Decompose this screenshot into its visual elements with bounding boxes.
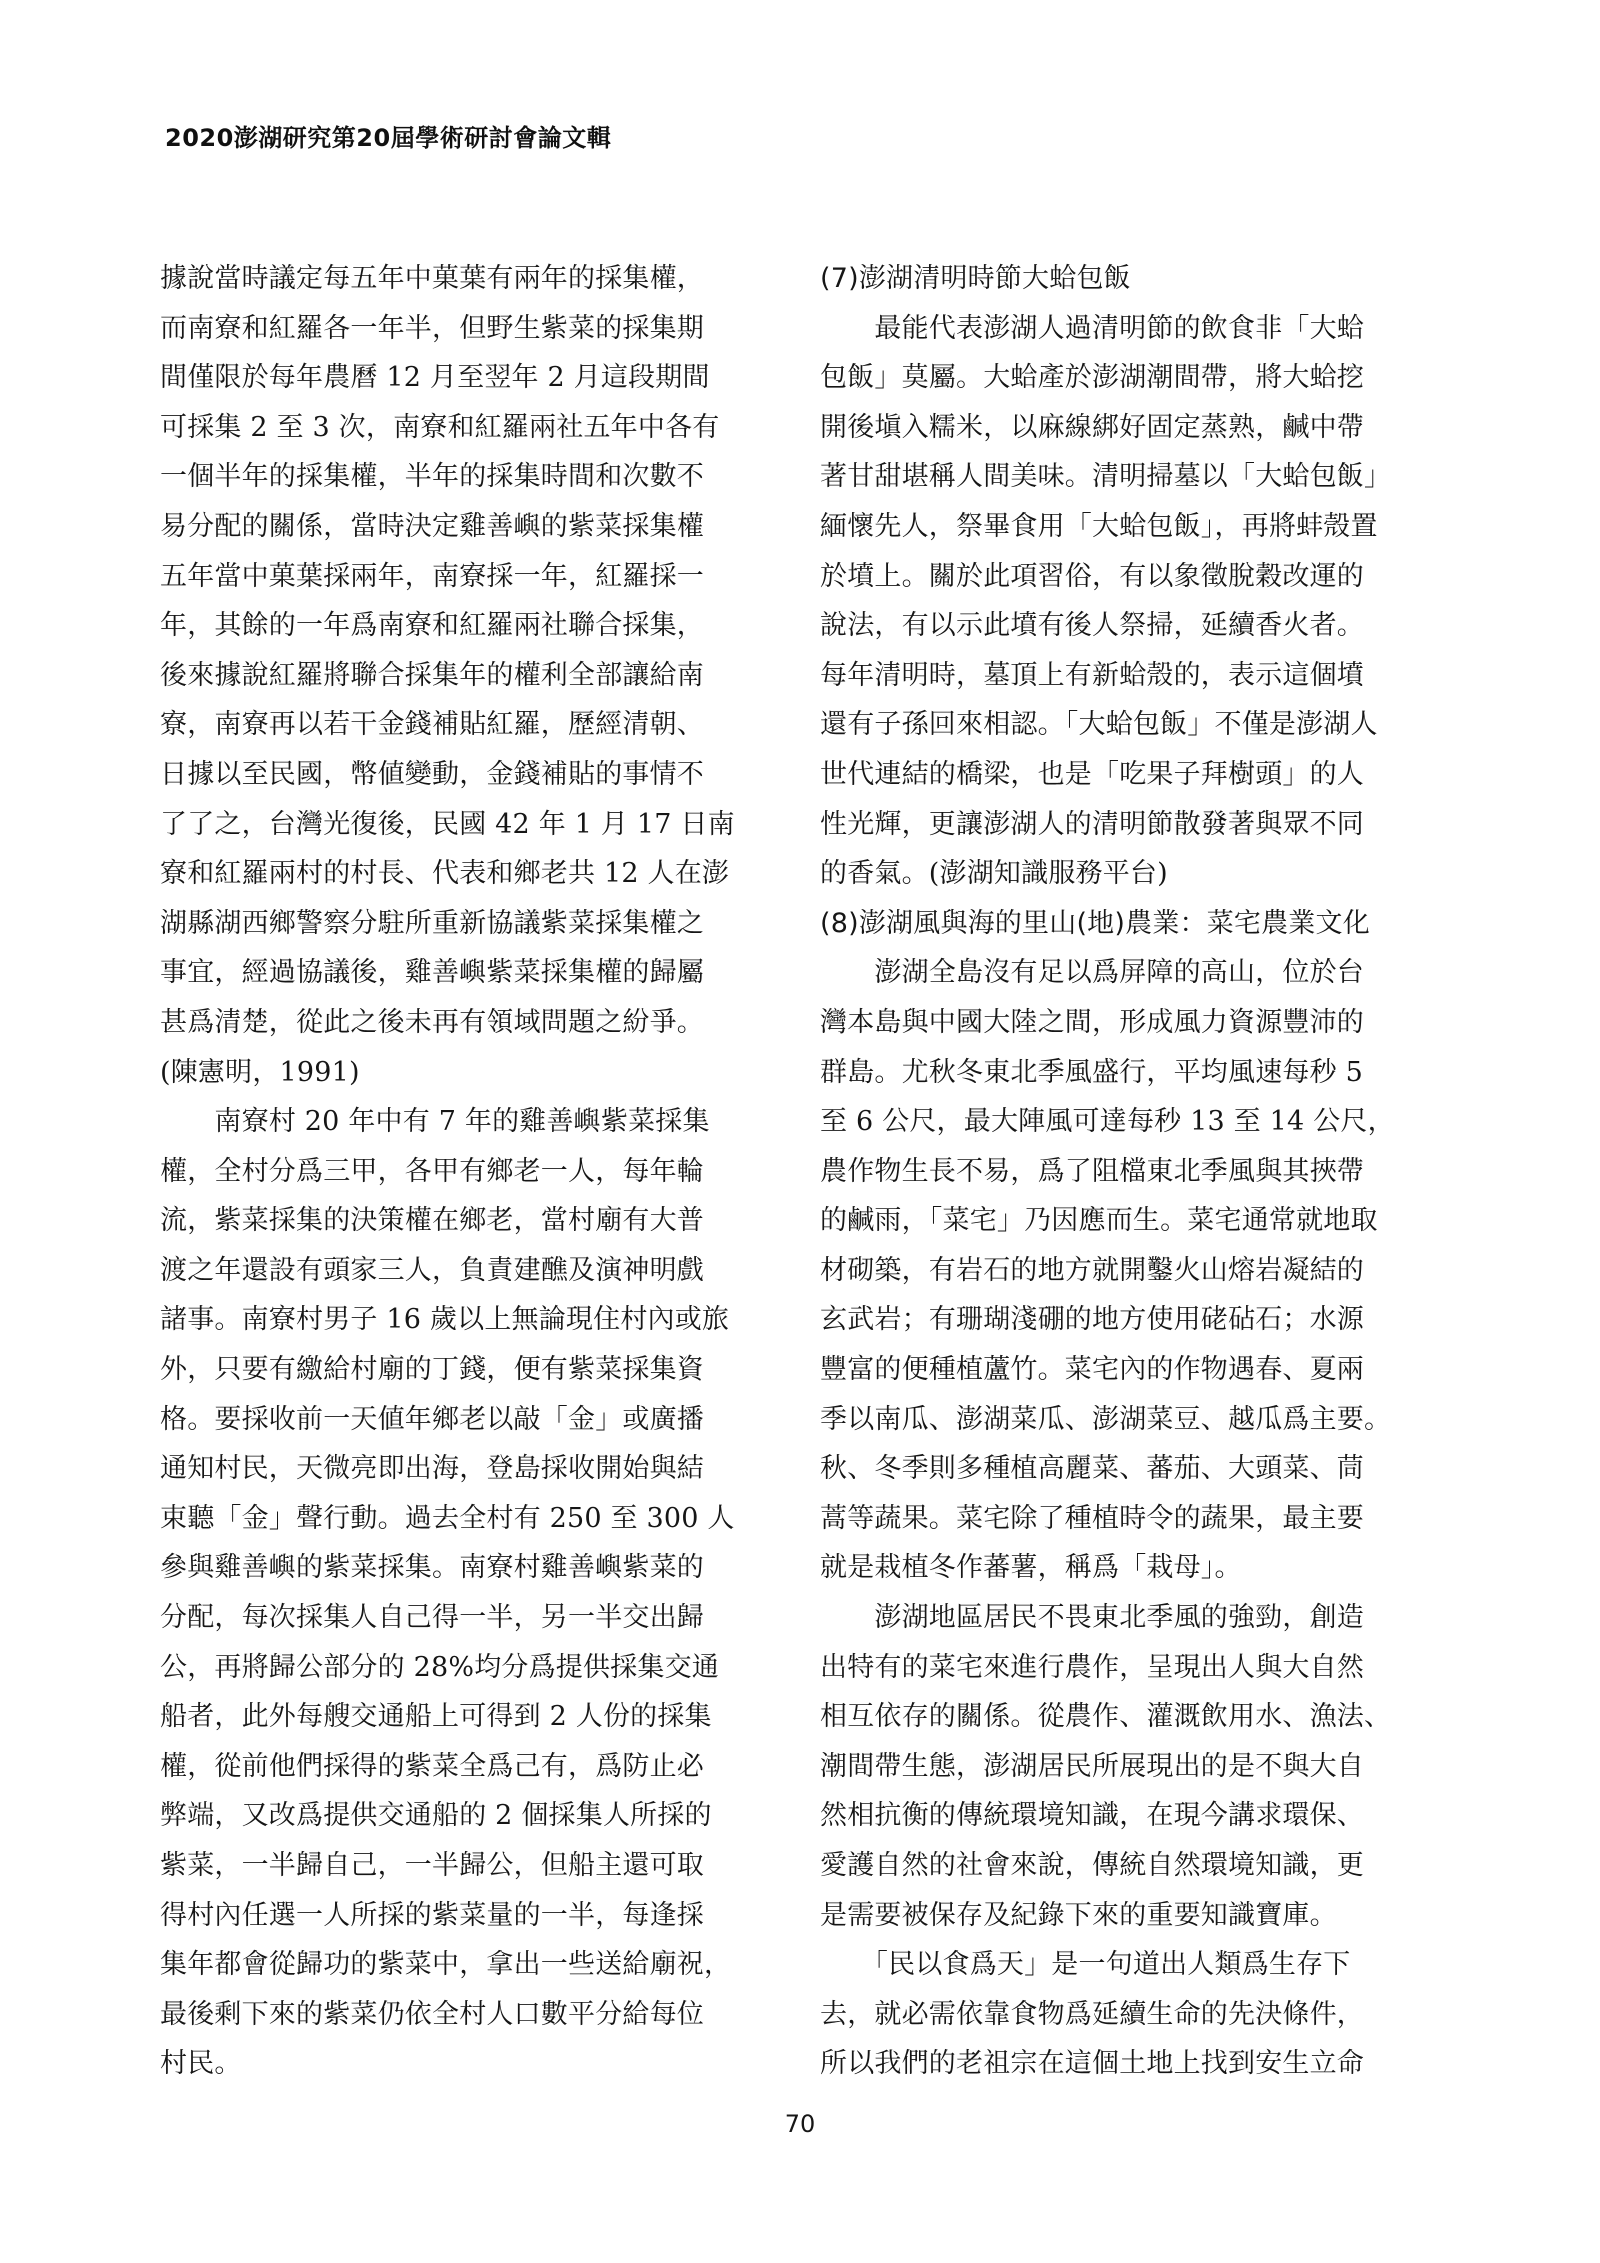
text-line: 束聽「金」聲行動。過去全村有 250 至 300 人 [160,1502,735,1534]
text-line: 通知村民，天微亮即出海，登島採收開始與結 [160,1453,704,1485]
text-line: 性光輝，更讓澎湖人的清明節散發著與眾不同 [820,808,1364,840]
text-line: 格。要採收前一天値年鄉老以敲「金」或廣播 [160,1403,704,1435]
text-line: 著甘甜堪稱人間美味。清明掃墓以「大蛤包飯」 [820,461,1392,493]
text-line: 所以我們的老祖宗在這個土地上找到安生立命 [820,2048,1364,2080]
text-line: 渡之年還設有頭家三人，負責建醮及演神明戲 [160,1254,704,1286]
text-line: 至 6 公尺，最大陣風可達每秒 13 至 14 公尺， [820,1106,1395,1138]
text-line: 寮，南寮再以若干金錢補貼紅羅，歷經清朝、 [160,709,704,741]
text-line: 群島。尤秋冬東北季風盛行，平均風速每秒 5 [820,1056,1363,1088]
text-line: 年，其餘的一年爲南寮和紅羅兩社聯合採集， [160,610,704,642]
text-line: 緬懷先人，祭畢食用「大蛤包飯」，再將蚌殼置 [820,510,1378,542]
text-line: 諸事。南寮村男子 16 歲以上無論現住村內或旅 [160,1304,730,1336]
text-line: 愛護自然的社會來說，傳統自然環境知識，更 [820,1850,1364,1881]
text-line: 潮間帶生態，澎湖居民所展現出的是不與大自 [820,1750,1364,1782]
text-line: 季以南瓜、澎湖菜瓜、澎湖菜豆、越瓜爲主要。 [820,1403,1392,1435]
text-line: 相互依存的關係。從農作、灌溉飲用水、漁法、 [820,1701,1392,1733]
text-line: 玄武岩；有珊瑚淺硼的地方使用硓砧石；水源 [820,1304,1364,1336]
text-line: 最能代表澎湖人過清明節的飲食非「大蛤 [820,312,1364,344]
text-line: 蒿等蔬果。菜宅除了種植時令的蔬果，最主要 [820,1502,1364,1534]
text-line: 澎湖地區居民不畏東北季風的強勁，創造 [820,1602,1364,1634]
text-line: 流，紫菜採集的決策權在鄉老，當村廟有大普 [160,1205,704,1237]
text-line: 公，再將歸公部分的 28%均分爲提供採集交通 [160,1651,719,1683]
text-line: 出特有的菜宅來進行農作，呈現出人與大自然 [820,1651,1364,1683]
text-line: 材砌築，有岩石的地方就開鑿火山熔岩凝結的 [820,1254,1364,1286]
section-heading-7: (7)澎湖清明時節大蛤包飯 [820,263,1131,294]
text-line: 每年清明時，墓頂上有新蛤殼的，表示這個墳 [820,659,1364,691]
text-line: 了了之，台灣光復後，民國 42 年 1 月 17 日南 [160,808,735,840]
text-line: 世代連結的橋梁，也是「吃果子拜樹頭」的人 [820,758,1364,790]
text-line: (陳憲明，1991) [160,1056,360,1088]
text-line: 去，就必需依靠食物爲延續生命的先決條件， [820,1998,1364,2030]
left-column [160,254,780,2089]
text-line: 權，全村分爲三甲，各甲有鄉老一人，每年輪 [160,1155,704,1187]
section-heading-8: (8)澎湖風與海的里山(地)農業：菜宅農業文化 [820,907,1370,939]
section-8-body [820,948,1440,2089]
text-line: 還有子孫回來相認。「大蛤包飯」不僅是澎湖人 [820,709,1378,741]
text-line: 五年當中菓葉採兩年，南寮採一年，紅羅採一 [160,560,704,592]
text-line: 甚爲清楚，從此之後未再有領域問題之紛爭。 [160,1006,704,1038]
text-line: 然相抗衡的傳統環境知識，在現今講求環保、 [820,1800,1364,1832]
text-line: 包飯」莫屬。大蛤產於澎湖潮間帶，將大蛤挖 [820,362,1364,394]
text-line: 可採集 2 至 3 次，南寮和紅羅兩社五年中各有 [160,411,720,443]
text-line: 秋、冬季則多種植高麗菜、蕃茄、大頭菜、茼 [820,1453,1364,1485]
text-line: 參與雞善嶼的紫菜採集。南寮村雞善嶼紫菜的 [160,1552,704,1584]
text-line: 就是栽植冬作蕃薯，稱爲「栽母」。 [820,1552,1242,1584]
text-line: 後來據說紅羅將聯合採集年的權利全部讓給南 [160,659,704,691]
page-number: 70 [784,2110,816,2138]
text-line: 村民。 [160,2048,242,2080]
text-line: 日據以至民國，幣値變動，金錢補貼的事情不 [160,758,704,790]
text-line: 豐富的便種植蘆竹。菜宅內的作物遇春、夏兩 [820,1354,1364,1386]
text-line: 事宜，經過協議後，雞善嶼紫菜採集權的歸屬 [160,957,704,989]
text-line: 的香氣。(澎湖知識服務平台) [820,858,1168,890]
text-line: 外，只要有繳給村廟的丁錢，便有紫菜採集資 [160,1354,704,1386]
text-line: 易分配的關係，當時決定雞善嶼的紫菜採集權 [160,510,704,542]
text-line: 農作物生長不易，爲了阻檔東北季風與其挾帶 [820,1155,1364,1187]
text-line: 分配，每次採集人自己得一半，另一半交出歸 [160,1602,704,1634]
text-line: 集年都會從歸功的紫菜中，拿出一些送給廟祝， [160,1949,732,1981]
text-line: 澎湖全島沒有足以爲屏障的高山，位於台 [820,957,1364,989]
text-line: 說法，有以示此墳有後人祭掃，延續香火者。 [820,610,1364,642]
text-line: 的鹹雨，「菜宅」乃因應而生。菜宅通常就地取 [820,1205,1378,1237]
text-line: 一個半年的採集權，半年的採集時間和次數不 [160,461,704,493]
text-line: 是需要被保存及紀錄下來的重要知識寶庫。 [820,1899,1337,1931]
text-line: 據說當時議定每五年中菓葉有兩年的採集權， [160,263,704,294]
text-line: 寮和紅羅兩村的村長、代表和鄉老共 12 人在澎 [160,858,730,890]
text-line: 權，從前他們採得的紫菜全爲己有，爲防止必 [160,1750,704,1782]
text-line: 間僅限於每年農曆 12 月至翌年 2 月這段期間 [160,362,710,394]
text-line: 開後塡入糯米，以麻線綁好固定蒸熟，鹹中帶 [820,411,1364,443]
right-column [820,254,1440,2089]
text-line: 紫菜，一半歸自己，一半歸公，但船主還可取 [160,1850,704,1881]
text-line: 於墳上。關於此項習俗，有以象徵脫穀改運的 [820,560,1364,592]
running-header: 2020澎湖研究第20屆學術研討會論文輯 [165,124,612,152]
text-line: 得村內任選一人所採的紫菜量的一半，每逢採 [160,1899,704,1931]
text-line: 最後剩下來的紫菜仍依全村人口數平分給每位 [160,1998,704,2030]
text-line: 湖縣湖西鄉警察分駐所重新協議紫菜採集權之 [160,907,704,939]
text-line: 灣本島與中國大陸之間，形成風力資源豐沛的 [820,1006,1364,1038]
text-line: 船者，此外每艘交通船上可得到 2 人份的採集 [160,1701,712,1733]
section-7-body [820,304,1440,899]
text-line: 而南寮和紅羅各一年半，但野生紫菜的採集期 [160,312,704,344]
text-line: 「民以食爲天」是一句道出人類爲生存下 [820,1949,1351,1981]
text-line: 南寮村 20 年中有 7 年的雞善嶼紫菜採集 [160,1106,710,1138]
text-line: 弊端，又改爲提供交通船的 2 個採集人所採的 [160,1800,712,1832]
